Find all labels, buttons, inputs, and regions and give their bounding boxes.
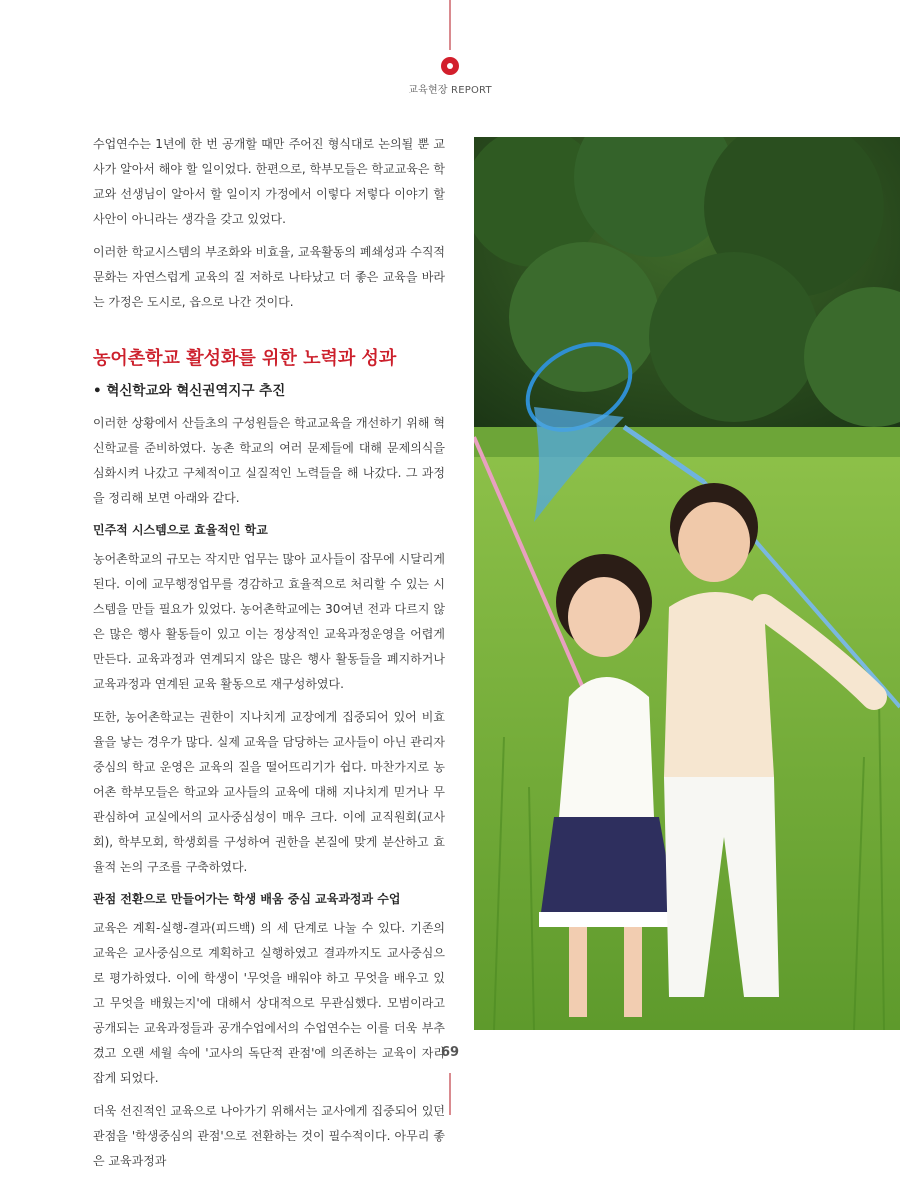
topic2-paragraph-1: 교육은 계획-실행-결과(피드백) 의 세 단계로 나눌 수 있다. 기존의 교육은 교사중심으로 계획하고 실행하였고 결과까지도 교사중심으로 평가하였다. 이에 학생이 '무엇을 배워야 하고 무엇을 배우고 있고 무엇을 배웠는지'에 대해서 상대적으로 무관심했다. 모범이라고 공개되는 교육과정들과 공개수업에서의 수업연수는 이를 더욱 부추겼고 오랜 세월 속에 '교사의 독단적 관점'에 의존하는 교육이 자리 잡게 되었다. (93, 921, 445, 1085)
intro-paragraph-2: 이러한 학교시스템의 부조화와 비효율, 교육활동의 폐쇄성과 수직적 문화는 자연스럽게 교육의 질 저하로 나타났고 더 좋은 교육을 바라는 가정은 도시로, 읍으로 나간 것이다. (93, 245, 445, 309)
top-rule (449, 0, 451, 50)
subsection-paragraph: 이러한 상황에서 산들초의 구성원들은 학교교육을 개선하기 위해 혁신학교를 준비하였다. 농촌 학교의 여러 문제들에 대해 문제의식을 심화시켜 나갔고 구체적이고 실질적인 노력들을 해 나갔다. 그 과정을 정리해 보면 아래와 같다. (93, 416, 445, 505)
subsection-title: • 혁신학교와 혁신권역지구 추진 (93, 383, 286, 399)
text-column (93, 132, 445, 1182)
intro-paragraph-1: 수업연수는 1년에 한 번 공개할 때만 주어진 형식대로 논의될 뿐 교사가 알아서 해야 할 일이었다. 한편으로, 학부모들은 학교교육은 학교와 선생님이 알아서 할 일이지 가정에서 이렇다 저렇다 이야기 할 사안이 아니라는 생각을 갖고 있었다. (93, 137, 445, 226)
topic1-title: 민주적 시스템으로 효율적인 학교 (93, 523, 268, 537)
bottom-rule (449, 1073, 451, 1115)
section-dot-icon (441, 57, 459, 75)
topic2-title: 관점 전환으로 만들어가는 학생 배움 중심 교육과정과 수업 (93, 892, 401, 906)
section-title: 농어촌학교 활성화를 위한 노력과 성과 (93, 348, 397, 369)
topic2-paragraph-2: 더욱 선진적인 교육으로 나아가기 위해서는 교사에게 집중되어 있던 관점을 '학생중심의 관점'으로 전환하는 것이 필수적이다. 아무리 좋은 교육과정과 (93, 1104, 445, 1168)
topic1-paragraph-1: 농어촌학교의 규모는 작지만 업무는 많아 교사들이 잡무에 시달리게 된다. 이에 교무행정업무를 경감하고 효율적으로 처리할 수 있는 시스템을 만들 필요가 있었다. 농어촌학교에는 30여년 전과 다르지 않은 많은 행사 활동들이 있고 이는 정상적인 교육과정운영을 어렵게 만든다. 교육과정과 연계되지 않은 많은 행사 활동들을 폐지하거나 교육과정과 연계된 교육 활동으로 재구성하였다. (93, 552, 445, 691)
children-photo (474, 137, 900, 1030)
topic1-paragraph-2: 또한, 농어촌학교는 권한이 지나치게 교장에게 집중되어 있어 비효율을 낳는 경우가 많다. 실제 교육을 담당하는 교사들이 아닌 관리자 중심의 학교 운영은 교육의 질을 떨어뜨리기가 쉽다. 마찬가지로 농어촌 학부모들은 학교와 교사들의 교육에 대해 지나치게 믿거나 무관심하여 교실에서의 교사중심성이 매우 크다. 이에 교직원회(교사회), 학부모회, 학생회를 구성하여 권한을 본질에 맞게 분산하고 효율적 논의 구조를 구축하였다. (93, 710, 445, 874)
running-header: 교육현장 REPORT (408, 85, 492, 96)
page-number: 69 (440, 1045, 460, 1060)
